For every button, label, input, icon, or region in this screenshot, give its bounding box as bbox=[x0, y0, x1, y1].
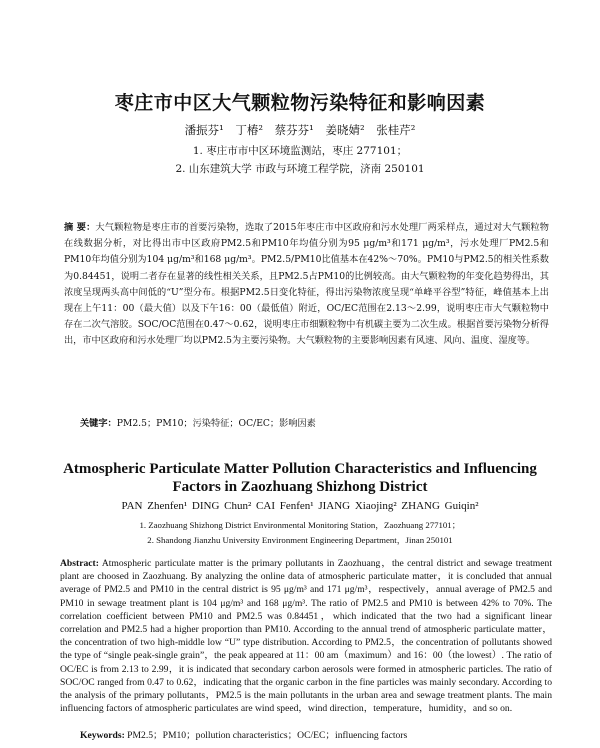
english-keywords-label: Keywords: bbox=[80, 730, 125, 741]
chinese-keywords-text: PM2.5；PM10；污染特征；OC/EC；影响因素 bbox=[116, 418, 316, 429]
chinese-abstract-label: 摘 要： bbox=[64, 222, 96, 233]
english-title-line-2: Factors in Zaozhuang Shizhong District bbox=[172, 479, 428, 495]
chinese-affiliation-1: 1. 枣庄市市中区环境监测站，枣庄 277101； bbox=[192, 145, 408, 157]
english-abstract-label: Abstract: bbox=[60, 558, 99, 569]
english-title bbox=[0, 460, 600, 496]
english-keywords-text: PM2.5；PM10；pollution characteristics；OC/EC；influencing factors bbox=[127, 730, 408, 741]
chinese-keywords bbox=[80, 417, 550, 431]
english-keywords bbox=[80, 727, 550, 741]
english-affiliation-2: 2. Shandong Jianzhu University Environment Engineering Department，Jinan 250101 bbox=[147, 535, 453, 545]
english-authors: PAN Zhenfen¹ DING Chun² CAI Fenfen¹ JIANG Xiaojing² ZHANG Guiqin² bbox=[121, 500, 479, 512]
english-abstract bbox=[60, 557, 552, 715]
chinese-authors: 潘振芬¹ 丁椿² 蔡芬芬¹ 姜晓婧² 张桂芹² bbox=[184, 123, 416, 137]
english-abstract-text: Atmospheric particulate matter is the primary pollutants in Zaozhuang，the central district and sewage treatment plant are choosed in Zaozhuang. By analyzing the online data of atmospheric particulate matter，it is concluded that annual average of PM2.5 and PM10 in the central district is 95 μg/m³ and 171 μg/m³，respectively，annual average of PM2.5 and PM10 in sewage treatment plant is 104 μg/m³ and 168 μg/m³. The ratio of PM2.5 and PM10 is between 42% to 70%. The correlation coefficient between PM10 and PM2.5 was 0.84451，which indicated that the two had a significant linear correlation and PM2.5 had a higher proportion than PM10. According to the annual trend of atmospheric particulate matter，the concentration of two high-middle low “U” type distribution. According to PM2.5，the concentration of pollutants showed the type of “single peak-single grain”，the peak appeared at 11：00 am（maximum）and 16：00（the lowest）. The ratio of OC/EC is from 2.13 to 2.99，it is indicated that secondary carbon aerosols were formed in atmospheric particles. The ratio of SOC/OC ranged from 0.47 to 0.62，indicating that the organic carbon in the fine particles was mainly secondary. According to the analysis of the primary pollutants，PM2.5 is the main pollutants in the urban area and sewage treatment plants. The main influencing factors of atmospheric particulates are wind speed，wind direction，temperature，humidity，and so on. bbox=[60, 558, 552, 715]
english-affiliation-1: 1. Zaozhuang Shizhong District Environmental Monitoring Station，Zaozhuang 277101； bbox=[139, 520, 461, 530]
chinese-keywords-label: 关键字： bbox=[80, 418, 117, 429]
chinese-abstract-text: 大气颗粒物是枣庄市的首要污染物，选取了2015年枣庄市中区政府和污水处理厂两采样点，通过对大气颗粒物在线数据分析，对比得出市中区政府PM2.5和PM10年均值分别为95 μg/m³和171 μg/m³，污水处理厂PM2.5和PM10年均值分别为104 μg/m³和168 μg/m³。PM2.5/PM10比值基本在42%～70%。PM10与PM2.5的相关性系数为0.84451，说明二者存在显著的线性相关关系，且PM2.5占PM10的比例较高。由大气颗粒物的年变化趋势得出，其浓度呈现两头高中间低的“U”型分布。根据PM2.5日变化特征，得出污染物浓度呈现“单峰平谷型”特征，峰值基本上出现在上午11：00（最大值）以及下午16：00（最低值）附近，OC/EC范围在2.13～2.99，说明枣庄市大气颗粒物中存在二次气溶胶。SOC/OC范围在0.47～0.62，说明枣庄市细颗粒物中有机碳主要为二次生成。根据首要污染物分析得出，市中区政府和污水处理厂均以PM2.5为主要污染物。大气颗粒物的主要影响因素有风速、风向、温度、湿度等。 bbox=[64, 222, 549, 347]
english-title-line-1: Atmospheric Particulate Matter Pollution Characteristics and Influencing bbox=[63, 461, 537, 477]
chinese-affiliation-2: 2. 山东建筑大学 市政与环境工程学院，济南 250101 bbox=[175, 163, 425, 175]
chinese-title: 枣庄市中区大气颗粒物污染特征和影响因素 bbox=[114, 92, 486, 114]
chinese-abstract bbox=[64, 220, 549, 350]
